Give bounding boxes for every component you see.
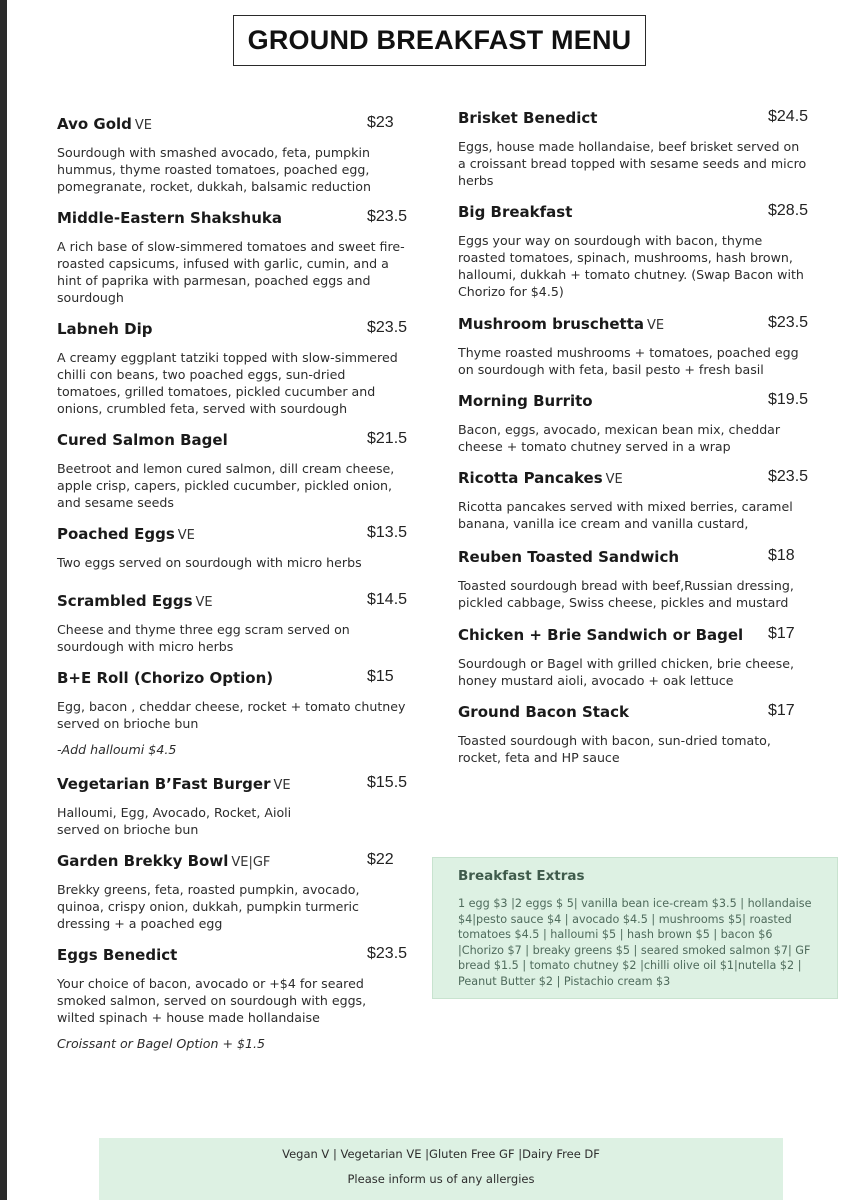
item-description: Toasted sourdough with bacon, sun-dried tomato, rocket, feta and HP sauce xyxy=(458,733,771,765)
item-name: Cured Salmon Bagel xyxy=(57,431,228,449)
menu-item-big-breakfast xyxy=(458,202,810,300)
item-name: Chicken + Brie Sandwich or Bagel xyxy=(458,626,744,644)
item-price: $13.5 xyxy=(367,524,408,541)
item-name: Ground Bacon Stack xyxy=(458,703,629,721)
menu-item-reuben-sandwich xyxy=(458,547,810,611)
item-price: $19.5 xyxy=(768,391,809,408)
menu-item-mushroom-bruschetta xyxy=(458,314,810,378)
item-price: $17 xyxy=(768,702,795,719)
item-price: $23 xyxy=(367,114,394,131)
item-description: Egg, bacon , cheddar cheese, rocket + tomato chutney served on brioche bun xyxy=(57,699,406,731)
item-note: -Add halloumi $4.5 xyxy=(57,742,177,757)
menu-item-cured-salmon-bagel xyxy=(57,430,407,511)
item-name: B+E Roll (Chorizo Option) xyxy=(57,669,274,687)
item-name: Middle-Eastern Shakshuka xyxy=(57,209,282,227)
dietary-legend-box xyxy=(99,1138,783,1200)
item-tag: VE|GF xyxy=(231,855,271,870)
item-description: Halloumi, Egg, Avocado, Rocket, Aioli served on brioche bun xyxy=(57,805,292,837)
item-price: $23.5 xyxy=(367,945,408,962)
item-description: Sourdough or Bagel with grilled chicken, brie cheese, honey mustard aioli, avocado + oak lettuce xyxy=(458,656,794,688)
item-name: Brisket Benedict xyxy=(458,109,598,127)
item-description: Sourdough with smashed avocado, feta, pumpkin hummus, thyme roasted tomatoes, poached egg, pomegranate, rocket, dukkah, balsamic reduction xyxy=(57,145,371,194)
item-price: $17 xyxy=(768,625,795,642)
extras-text: 1 egg $3 |2 eggs $ 5| vanilla bean ice-cream $3.5 | hollandaise $4|pesto sauce $4 | avocado $4.5 | mushrooms $5| roasted tomatoes $4.5 | halloumi $5 | hash brown $5 | bacon $6 |Chorizo $7 | breaky greens $5 | seared smoked salmon $7| GF bread $1.5 | tomato chutney $2 |chilli olive oil $1|nutella $2 | Peanut Butter $2 | Pistachio cream $3 xyxy=(458,897,812,988)
item-description: Brekky greens, feta, roasted pumpkin, avocado, quinoa, crispy onion, dukkah, pumpkin turmeric dressing + a poached egg xyxy=(57,882,360,931)
item-price: $23.5 xyxy=(367,319,408,336)
extras-title: Breakfast Extras xyxy=(458,868,585,884)
menu-item-veg-burger xyxy=(57,774,407,838)
item-name: Garden Brekky Bowl xyxy=(57,852,229,870)
item-price: $23.5 xyxy=(768,314,809,331)
menu-item-scrambled-eggs xyxy=(57,591,407,655)
item-description: A creamy eggplant tatziki topped with slow-simmered chilli con beans, two poached eggs, sun-dried tomatoes, grilled tomatoes, pickled cucumber and onions, crumbled feta, served with sourdough xyxy=(57,350,398,416)
menu-title: GROUND BREAKFAST MENU xyxy=(247,25,632,55)
dietary-legend: Vegan V | Vegetarian VE |Gluten Free GF |Dairy Free DF xyxy=(282,1147,600,1161)
item-price: $18 xyxy=(768,547,795,564)
item-price: $23.5 xyxy=(768,468,809,485)
item-description: Eggs, house made hollandaise, beef brisket served on a croissant bread topped with sesame seeds and micro herbs xyxy=(458,139,807,188)
menu-item-garden-bowl xyxy=(57,851,407,932)
menu-item-morning-burrito xyxy=(458,391,810,455)
item-description: Eggs your way on sourdough with bacon, thyme roasted tomatoes, spinach, mushrooms, hash brown, halloumi, dukkah + tomato chutney. (Swap Bacon with Chorizo for $4.5) xyxy=(458,233,804,299)
item-description: Bacon, eggs, avocado, mexican bean mix, cheddar cheese + tomato chutney served in a wrap xyxy=(458,422,781,454)
menu-item-avo-gold xyxy=(57,114,407,195)
item-name: Vegetarian B’Fast Burger xyxy=(57,775,271,793)
menu-title-box xyxy=(233,15,646,66)
item-description: Beetroot and lemon cured salmon, dill cream cheese, apple crisp, capers, pickled cucumber, pickled onion, and sesame seeds xyxy=(57,461,395,510)
menu-item-ricotta-pancakes xyxy=(458,468,810,532)
menu-item-shakshuka xyxy=(57,208,407,306)
item-price: $28.5 xyxy=(768,202,809,219)
page-edge-bar xyxy=(0,0,7,1200)
menu-item-labneh-dip xyxy=(57,319,407,417)
item-tag: VE xyxy=(273,778,291,793)
item-name: Scrambled Eggs xyxy=(57,592,193,610)
item-description: Cheese and thyme three egg scram served on sourdough with micro herbs xyxy=(57,622,350,654)
allergy-notice: Please inform us of any allergies xyxy=(347,1172,535,1186)
item-name: Avo Gold xyxy=(57,115,132,133)
item-note: Croissant or Bagel Option + $1.5 xyxy=(57,1036,266,1051)
item-name: Labneh Dip xyxy=(57,320,153,338)
item-description: Thyme roasted mushrooms + tomatoes, poached egg on sourdough with feta, basil pesto + fresh basil xyxy=(458,345,799,377)
item-price: $14.5 xyxy=(367,591,408,608)
item-tag: VE xyxy=(177,528,195,543)
menu-item-eggs-benedict xyxy=(57,945,407,1051)
item-name: Poached Eggs xyxy=(57,525,175,543)
item-tag: VE xyxy=(647,318,665,333)
breakfast-extras-box xyxy=(432,857,838,999)
item-name: Eggs Benedict xyxy=(57,946,178,964)
item-name: Ricotta Pancakes xyxy=(458,469,603,487)
item-name: Big Breakfast xyxy=(458,203,573,221)
item-price: $15.5 xyxy=(367,774,408,791)
item-price: $24.5 xyxy=(768,108,809,125)
item-description: Ricotta pancakes served with mixed berries, caramel banana, vanilla ice cream and vanilla custard, xyxy=(458,499,793,531)
item-tag: VE xyxy=(195,595,213,610)
item-description: Toasted sourdough bread with beef,Russian dressing, pickled cabbage, Swiss cheese, pickles and mustard xyxy=(458,578,794,610)
menu-item-poached-eggs xyxy=(57,524,407,571)
item-price: $23.5 xyxy=(367,208,408,225)
item-name: Reuben Toasted Sandwich xyxy=(458,548,680,566)
menu-item-be-roll xyxy=(57,668,407,757)
item-tag: VE xyxy=(134,118,152,133)
item-description: Two eggs served on sourdough with micro herbs xyxy=(57,555,362,570)
item-name: Morning Burrito xyxy=(458,392,593,410)
item-name: Mushroom bruschetta xyxy=(458,315,645,333)
item-tag: VE xyxy=(605,472,623,487)
item-description: Your choice of bacon, avocado or +$4 for seared smoked salmon, served on sourdough with eggs, wilted spinach + house made hollandaise xyxy=(57,976,367,1025)
menu-item-brisket-benedict xyxy=(458,108,810,189)
item-description: A rich base of slow-simmered tomatoes and sweet fire-roasted capsicums, infused with garlic, cumin, and a hint of paprika with parmesan, poached eggs and sourdough xyxy=(57,239,405,305)
item-price: $15 xyxy=(367,668,394,685)
item-price: $21.5 xyxy=(367,430,408,447)
menu-item-chicken-brie xyxy=(458,625,810,689)
menu-item-ground-bacon-stack xyxy=(458,702,810,766)
item-price: $22 xyxy=(367,851,394,868)
